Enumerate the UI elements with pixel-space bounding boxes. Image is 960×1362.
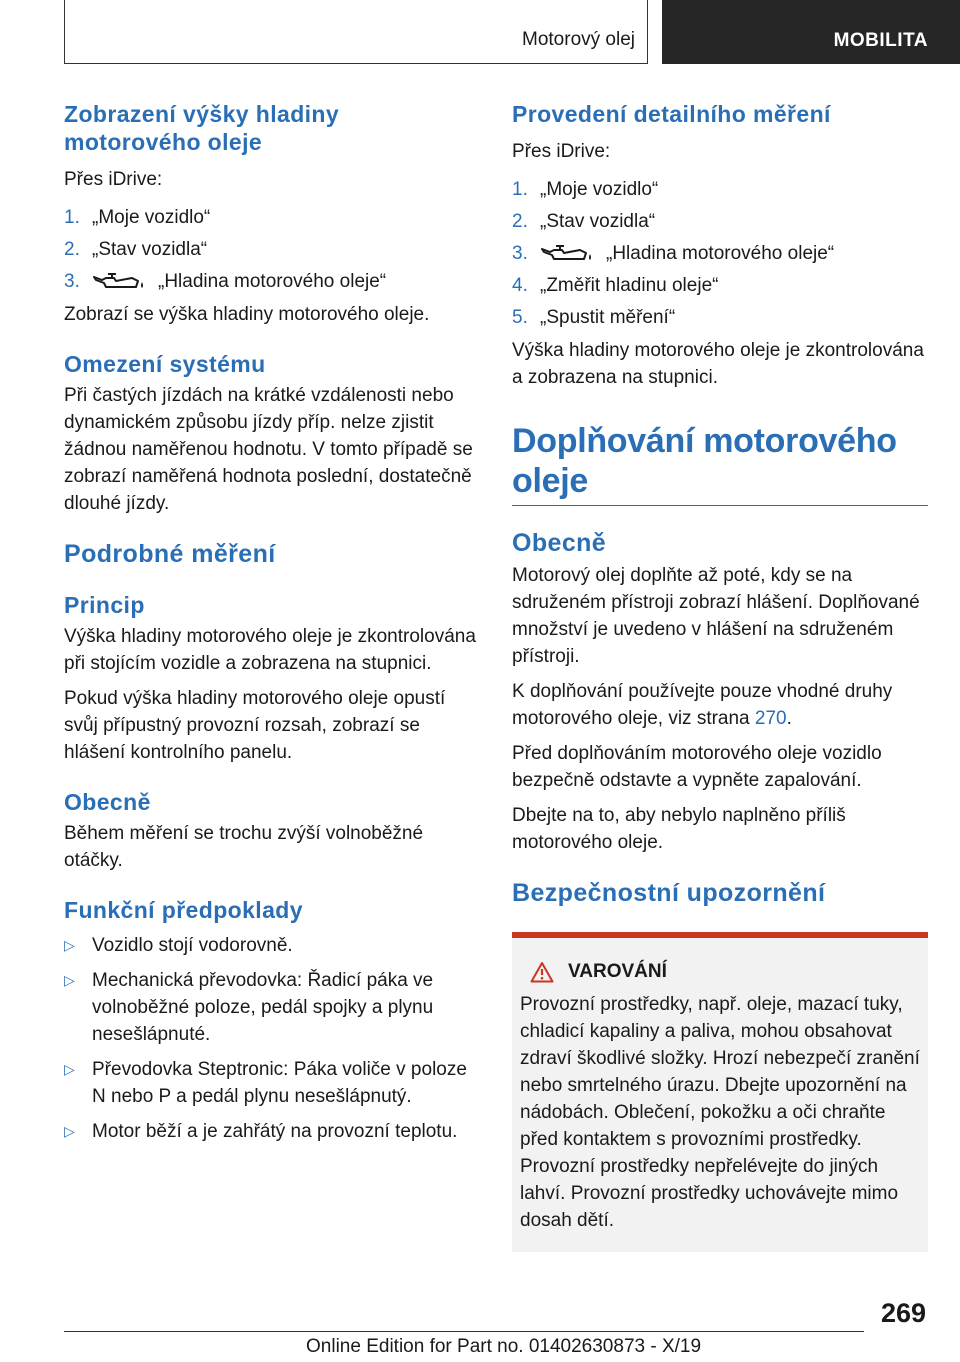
warning-title: VAROVÁNÍ — [568, 961, 667, 982]
heading-detailed-measurement-procedure: Provedení detailního měření — [512, 101, 831, 127]
display-intro: Přes iDrive: — [64, 169, 163, 190]
measure-step-2 — [512, 208, 928, 235]
display-steps — [64, 204, 476, 295]
measure-step-5 — [512, 304, 928, 331]
step-number: 3. — [64, 271, 80, 292]
header-section-title: Motorový olej — [522, 29, 635, 50]
refill-paragraph-2 — [512, 678, 928, 732]
refill-paragraph-4: Dbejte na to, aby nebylo naplněno příliš motorového oleje. — [512, 805, 846, 853]
precondition-text: Převodovka Steptronic: Páka voliče v poloze N nebo P a pedál plynu nesešlápnutý. — [92, 1059, 467, 1107]
step-text: „Hladina motorového oleje“ — [158, 271, 387, 292]
measure-step-4 — [512, 272, 928, 299]
triangle-bullet-icon: ▷ — [64, 972, 75, 988]
precondition-text: Vozidlo stojí vodorovně. — [92, 935, 293, 956]
footer-edition: Online Edition for Part no. 01402630873 - X/19 — [306, 1336, 702, 1357]
refill-paragraph-1: Motorový olej doplňte až poté, kdy se na sdruženém přístroji zobrazí hlášení. Doplňované množství je uvedeno v hlášení na sdruženém přístroji. — [512, 565, 920, 667]
step-text: „Změřit hladinu oleje“ — [540, 275, 719, 296]
refill-paragraph-2-end: . — [786, 708, 792, 729]
display-step-3 — [64, 268, 476, 295]
general-text: Během měření se trochu zvýší volnoběžné otáčky. — [64, 823, 424, 871]
display-result: Zobrazí se výška hladiny motorového oleje. — [64, 304, 430, 325]
display-step-1 — [64, 204, 476, 231]
step-number: 1. — [512, 179, 528, 200]
step-number: 3. — [512, 243, 528, 264]
measure-result: Výška hladiny motorového oleje je zkontrolována a zobrazena na stupnici. — [512, 340, 924, 388]
left-column — [64, 100, 476, 1145]
precondition-item — [64, 1056, 476, 1110]
header-chapter-tab — [662, 0, 960, 64]
principle-paragraph-1: Výška hladiny motorového oleje je zkontrolována při stojícím vozidle a zobrazena na stupnici. — [64, 626, 476, 674]
measure-steps — [512, 176, 928, 331]
heading-general-right: Obecně — [512, 529, 607, 557]
page-number: 269 — [880, 1298, 926, 1328]
display-step-2 — [64, 236, 476, 263]
measure-intro: Přes iDrive: — [512, 141, 611, 162]
principle-paragraph-2: Pokud výška hladiny motorového oleje opustí svůj přípustný provozní rozsah, zobrazí se hlášení kontrolního panelu. — [64, 688, 446, 763]
triangle-bullet-icon: ▷ — [64, 937, 75, 953]
step-number: 2. — [512, 211, 528, 232]
step-number: 5. — [512, 307, 528, 328]
triangle-bullet-icon: ▷ — [64, 1123, 75, 1139]
heading-display-oil-level: Zobrazení výšky hladiny motorového oleje — [64, 101, 340, 155]
heading-detailed-measurement: Podrobné měření — [64, 540, 276, 568]
measure-step-1 — [512, 176, 928, 203]
step-text: „Moje vozidlo“ — [540, 179, 659, 200]
step-text: „Stav vozidla“ — [92, 239, 208, 260]
heading-general-left: Obecně — [64, 789, 151, 815]
footer-rule — [64, 1331, 864, 1332]
precondition-text: Motor běží a je zahřátý na provozní teplotu. — [92, 1121, 458, 1142]
warning-box — [512, 932, 928, 1252]
step-text: „Spustit měření“ — [540, 307, 676, 328]
limits-text: Při častých jízdách na krátké vzdálenosti nebo dynamickém způsobu jízdy příp. nelze zjistit žádnou naměřenou hodnotu. V tomto případě se zobrazí naměřená hodnota poslední, dostatečně dlouhé jízdy. — [64, 385, 473, 514]
warning-header — [530, 958, 920, 985]
refill-paragraph-3: Před doplňováním motorového oleje vozidlo bezpečně odstavte a vypněte zapalování. — [512, 743, 882, 791]
heading-rule — [512, 505, 928, 506]
step-text: „Stav vozidla“ — [540, 211, 656, 232]
step-number: 2. — [64, 239, 80, 260]
step-text: „Moje vozidlo“ — [92, 207, 211, 228]
heading-system-limits: Omezení systému — [64, 351, 266, 377]
right-column — [512, 100, 928, 1252]
precondition-text: Mechanická převodovka: Řadicí páka ve volnoběžné poloze, pedál spojky a plynu nesešlápnuté. — [92, 970, 434, 1045]
step-text: „Hladina motorového oleje“ — [606, 243, 835, 264]
heading-preconditions: Funkční předpoklady — [64, 897, 303, 923]
warning-text: Provozní prostředky, např. oleje, mazací tuky, chladicí kapaliny a paliva, mohou obsahovat zdraví škodlivé složky. Hrozí nebezpečí zranění nebo smrtelného úrazu. Dbejte upozornění na nádobách. Oblečení, pokožku a oči chraňte před kontaktem s provozními prostředky. Provozní prostředky nepřelévejte do jiných lahví. Provozní prostředky uchovávejte mimo dosah dětí. — [520, 994, 920, 1231]
header-section-tab — [64, 0, 648, 64]
triangle-bullet-icon: ▷ — [64, 1061, 75, 1077]
heading-safety-notes: Bezpečnostní upozornění — [512, 879, 826, 907]
precondition-item — [64, 932, 476, 959]
header-chapter-title: MOBILITA — [833, 30, 928, 51]
refill-paragraph-2-text: K doplňování používejte pouze vhodné druhy motorového oleje, viz strana — [512, 681, 893, 729]
precondition-item — [64, 1118, 476, 1145]
measure-step-3 — [512, 240, 928, 267]
warning-triangle-icon — [530, 961, 554, 983]
heading-refill-engine-oil: Doplňování motorového oleje — [512, 422, 897, 500]
step-number: 4. — [512, 275, 528, 296]
heading-principle: Princip — [64, 592, 145, 618]
page-reference-link[interactable]: 270 — [754, 708, 787, 729]
precondition-item — [64, 967, 476, 1048]
preconditions-list — [64, 932, 476, 1145]
oil-can-icon — [92, 272, 148, 292]
step-number: 1. — [64, 207, 80, 228]
oil-can-icon — [540, 244, 596, 264]
